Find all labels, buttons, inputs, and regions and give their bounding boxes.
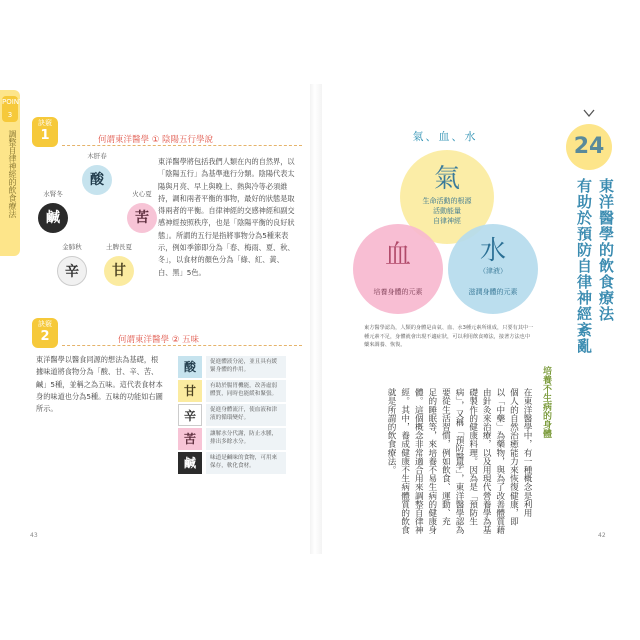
section1-divider	[62, 145, 302, 146]
diagram-heading: 氣、血、水	[412, 130, 478, 143]
element-label: 木肝春	[87, 152, 107, 160]
page-number-left: 43	[30, 532, 38, 539]
section2-paragraph: 東洋醫學以醫食同源的想法為基礎，根據味道將食物分為「酸、甘、辛、苦、鹹」5種，並稱之為五味。這代表食材本身的味道也分為5種。五味的功能如右圖所示。	[36, 355, 163, 414]
qi-line-2: 活動能量	[433, 207, 461, 215]
section2-title: 何謂東洋醫學 ② 五味	[118, 335, 200, 345]
chapter-number-badge: 24	[566, 124, 612, 170]
flavor-char: 苦	[178, 428, 202, 450]
body-text-vertical	[363, 388, 533, 538]
body-column: 以「中藥」為藥物，與為了改善體質藉	[494, 388, 505, 535]
qi-char: 氣	[433, 164, 460, 194]
body-column: 礎製作的健康料理。因為是「預防生	[467, 388, 478, 526]
element-label: 土脾長夏	[106, 243, 132, 251]
section2-divider	[62, 345, 302, 346]
body-column: 經。其中，養成健康不生病體質的飲食	[399, 388, 410, 535]
title-line-2: 有助於預防自律神經紊亂	[575, 178, 593, 354]
side-chapter-tab	[0, 90, 24, 256]
diagram-caption: 東方醫學認為，人類的身體是由氣、血、水3種元素所組成，只要有其中一種元素不足，身體就會出現不適症狀，可以利用飲食療法，接著方法也中藥來調養、恢復。	[364, 325, 534, 348]
qi-line-3: 自律神經	[433, 217, 461, 225]
water-char: 水	[479, 236, 506, 266]
tip-badge-number: 2	[40, 329, 50, 344]
flavor-description: 有助於腸胃機能，改善虛弱體質，同時也能緩和緊張。	[206, 380, 286, 402]
body-column: 個人的自然治癒能力來恢復健康，即	[508, 388, 519, 526]
body-column: 病」，又稱「預防醫學」，東洋醫學認為	[454, 388, 465, 535]
element-label: 火心夏	[132, 190, 152, 198]
tip-badge-label: 訣竅	[38, 119, 52, 127]
element-circle: 酸	[82, 165, 112, 195]
tip-badge-number: 1	[40, 128, 50, 143]
left-page	[14, 84, 310, 554]
chapter-badge: POINT 3	[2, 96, 18, 122]
tip-badge-label: 訣竅	[38, 320, 52, 328]
lightbulb-icon	[582, 108, 596, 122]
book-gutter	[310, 84, 322, 554]
body-column: 體。這個概念非常適合用來調整自律神	[413, 388, 424, 535]
body-column: 就是所謂的飲食療法。	[386, 388, 397, 474]
element-label: 金肺秋	[62, 243, 82, 251]
element-circle: 甘	[104, 256, 134, 286]
blood-line-1: 培養身體的元素	[373, 288, 423, 296]
flavor-char: 鹹	[178, 452, 202, 474]
body-column: 足的睡眠等，來培養不易生病的健康身	[426, 388, 437, 535]
element-circle: 辛	[57, 256, 87, 286]
title-line-1: 東洋醫學的飲食療法	[597, 178, 615, 322]
section1-title: 何謂東洋醫學 ① 陰陽五行學說	[98, 135, 214, 145]
water-line-1: 滋潤身體的元素	[468, 288, 518, 296]
tip-badge-1	[32, 117, 58, 147]
flavor-char: 辛	[178, 404, 202, 426]
body-column: 由針灸來治療，以及用現代營養學為基	[481, 388, 492, 535]
qi-line-1: 生命活動的根源	[422, 197, 472, 205]
flavor-description: 促進體液分泌，並且具有緩緊身體的作用。	[206, 356, 286, 378]
flavor-description: 味道是鹹味的食物，可用來保存，軟化食材。	[206, 452, 286, 474]
tip-badge-2	[32, 318, 58, 348]
water-sub: （津液）	[479, 267, 507, 275]
page-number-right: 42	[598, 532, 606, 539]
body-column: 在東洋醫學中，有一種概念是利用	[522, 388, 532, 517]
blood-char: 血	[384, 240, 411, 270]
flavor-char: 酸	[178, 356, 202, 378]
chapter-vertical-label: 調整自律神經的飲食療法	[8, 130, 17, 218]
element-label: 水腎冬	[43, 190, 63, 198]
flavor-char: 甘	[178, 380, 202, 402]
flavor-description: 讓解水分代謝，防止水腫，排出多餘水分。	[206, 428, 286, 450]
element-circle: 苦	[127, 203, 157, 233]
section1-paragraph: 東洋醫學將包括我們人類在內的自然界，以「陰陽五行」為基準進行分類。陰陽代表太陽與月亮、早上與晚上、熱與冷等必須維持，調和兩者平衡的事物，最好的狀態是取得兩者的平衡。自律神經的交感神經和副交感神經按照秩序，也是「陰陽平衡的良好狀態」。所謂的五行是指將事物分為5種來表示，例如季節即分為「春、梅雨、夏、秋、冬」，以食材的顏色分為「綠、紅、黃、白、黑」5色。	[158, 157, 295, 277]
body-column: 要從生活習慣，例如飲食、運動、充	[440, 388, 451, 526]
element-circle: 鹹	[38, 203, 68, 233]
flavor-description: 促進身體流汗，使血液和津液的循環變好。	[206, 404, 286, 426]
subheading-vertical: 培養不生病的身體	[541, 366, 551, 438]
